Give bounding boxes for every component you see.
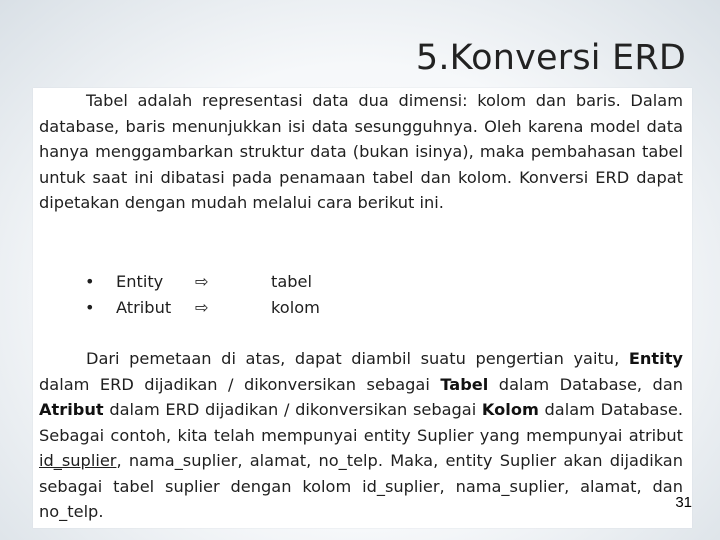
arrow-right-icon: ⇨ [195, 272, 209, 291]
intro-paragraph: Tabel adalah representasi data dua dimensi: kolom dan baris. Dalam database, baris menunjukkan isi data sesungguhnya. Oleh karena model data hanya menggambarkan struktur data (bukan isinya), maka pembahasan tabel untuk saat ini dibatasi pada penamaan tabel dan kolom. Konversi ERD dapat dipetakan dengan mudah melalui cara berikut ini. [39, 91, 683, 212]
text-run: dalam Database, dan [488, 374, 683, 394]
text-run: , nama_suplier, alamat, no_telp. Maka, entity Suplier akan dijadikan sebagai tabel suplier dengan kolom id_suplier, nama_suplier, alamat, dan no_telp. [39, 451, 683, 521]
mapping-term: Entity [116, 272, 164, 291]
page-number: 31 [675, 494, 692, 511]
text-run: Dari pemetaan di atas, dapat diambil suatu pengertian yaitu, [86, 349, 629, 368]
bold-term-tabel: Tabel [440, 374, 489, 394]
bullet-icon: • [85, 272, 95, 291]
underlined-attribute: id_suplier [39, 451, 117, 470]
bullet-icon: • [85, 298, 95, 317]
mapping-term: Atribut [116, 298, 172, 317]
bold-term-kolom: Kolom [481, 400, 539, 419]
content-area [33, 88, 692, 528]
slide-title: 5.Konversi ERD [415, 38, 686, 78]
mapping-result: kolom [271, 298, 320, 317]
arrow-right-icon: ⇨ [195, 298, 209, 317]
bold-term-atribut: Atribut [39, 400, 104, 419]
explanation-paragraph [39, 346, 683, 525]
text-run: dalam ERD dijadikan / dikonversikan sebagai [39, 374, 441, 394]
text-run: dalam ERD dijadikan / dikonversikan sebagai [103, 400, 482, 419]
mapping-result: tabel [271, 272, 312, 291]
text-run: dalam Database. Sebagai contoh, kita telah mempunyai entity Suplier yang mempunyai atribut [39, 400, 683, 445]
bold-term-entity: Entity [628, 349, 683, 368]
